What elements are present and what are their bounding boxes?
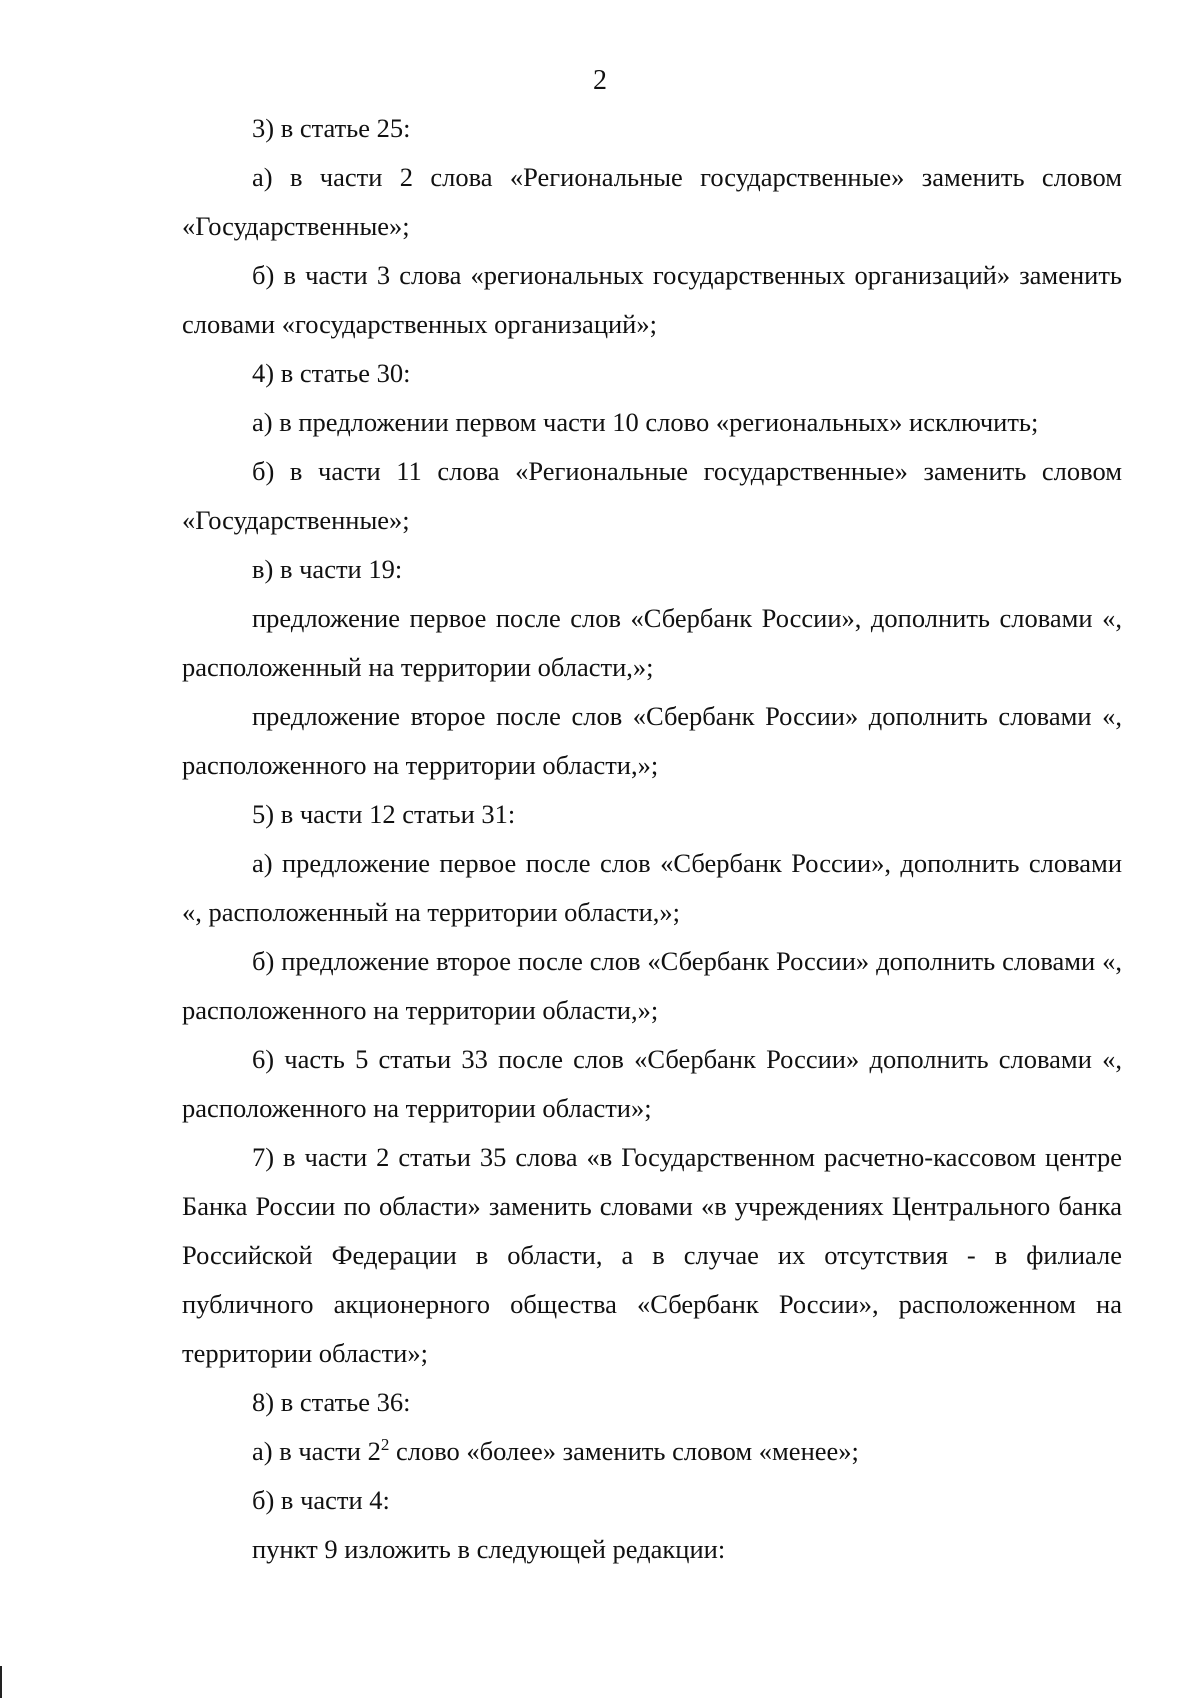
paragraph: а) в предложении первом части 10 слово «региональных» исключить; <box>252 407 1039 437</box>
paragraph: а) предложение первое после слов «Сбербанк России», дополнить словами «, расположенный на территории области,»; <box>182 848 1122 927</box>
paragraph: 3) в статье 25: <box>252 113 411 143</box>
paragraph-text: слово «более» заменить словом «менее»; <box>389 1436 859 1466</box>
paragraph: предложение первое после слов «Сбербанк России», дополнить словами «, расположенный на территории области,»; <box>182 603 1122 682</box>
paragraph-with-superscript <box>182 1427 1122 1476</box>
paragraph: б) в части 3 слова «региональных государственных организаций» заменить словами «государственных организаций»; <box>182 260 1122 339</box>
paragraph: 8) в статье 36: <box>252 1387 411 1417</box>
paragraph: 5) в части 12 статьи 31: <box>252 799 516 829</box>
paragraph: б) в части 4: <box>252 1485 390 1515</box>
paragraph: 6) часть 5 статьи 33 после слов «Сбербанк России» дополнить словами «, расположенного на территории области»; <box>182 1044 1122 1123</box>
paragraph-text: а) в части 2 <box>252 1436 381 1466</box>
paragraph: в) в части 19: <box>252 554 403 584</box>
paragraph: 4) в статье 30: <box>252 358 411 388</box>
paragraph: 7) в части 2 статьи 35 слова «в Государственном расчетно-кассовом центре Банка России по области» заменить словами «в учреждениях Центрального банка Российской Федерации в области, а в случае их отсутствия - в филиале публичного акционерного общества «Сбербанк России», расположенном на территории области»; <box>182 1142 1122 1368</box>
paragraph: пункт 9 изложить в следующей редакции: <box>252 1534 726 1564</box>
paragraph: б) предложение второе после слов «Сбербанк России» дополнить словами «, расположенного на территории области,»; <box>182 946 1122 1025</box>
paragraph: б) в части 11 слова «Региональные государственные» заменить словом «Государственные»; <box>182 456 1122 535</box>
scan-edge-mark <box>0 1666 2 1698</box>
paragraph: а) в части 2 слова «Региональные государственные» заменить словом «Государственные»; <box>182 162 1122 241</box>
page-number: 2 <box>593 65 607 96</box>
document-body <box>182 104 1122 1574</box>
paragraph: предложение второе после слов «Сбербанк России» дополнить словами «, расположенного на территории области,»; <box>182 701 1122 780</box>
superscript: 2 <box>380 1435 390 1455</box>
